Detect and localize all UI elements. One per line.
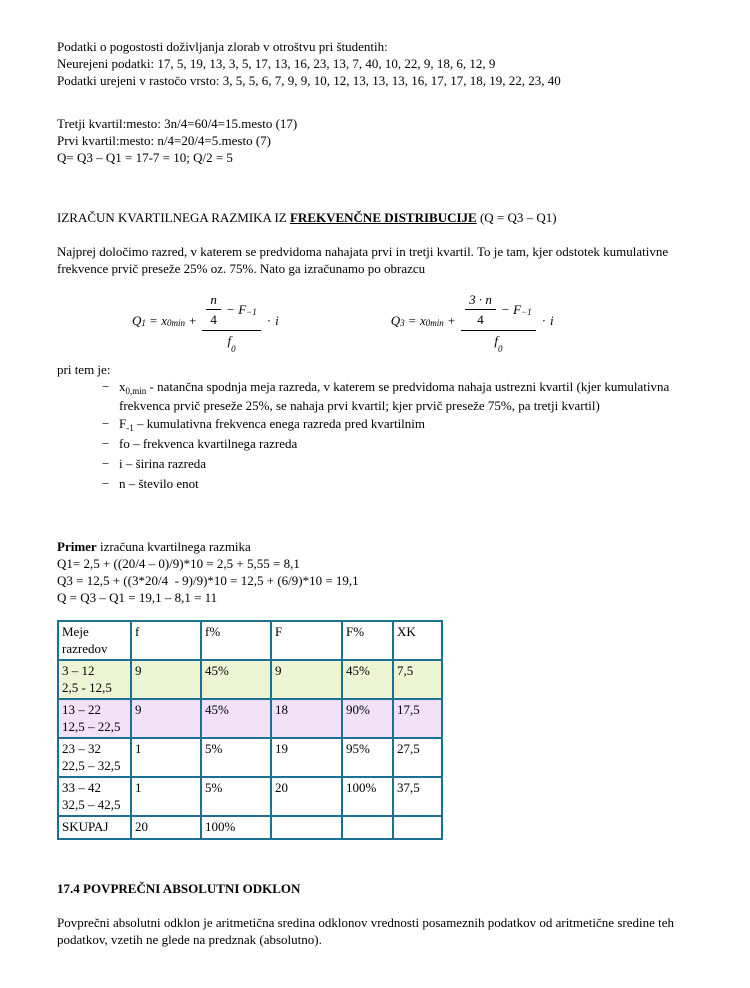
q3-subscript: 3 [400,318,405,329]
section-title-prefix: IZRAČUN KVARTILNEGA RAZMIKA IZ [57,210,290,225]
legend-item-F [102,415,693,434]
col-header-xk: XK [393,621,442,660]
q1-numerator [202,291,260,331]
table-row [58,660,442,699]
table-row [58,738,442,777]
minus-sign: − [501,302,510,317]
col-header-F: F [271,621,342,660]
q1-fraction [202,291,260,354]
spacer [57,897,693,914]
cell-F-pct [342,816,393,839]
section-title-suffix: (Q = Q3 – Q1) [476,210,557,225]
q1-inner-fraction [206,291,221,328]
cell-F-pct: 90% [342,699,393,738]
example-title-bold: Primer [57,538,97,554]
legend-symbol: i [119,455,123,471]
q3-denominator [494,331,503,354]
cell-f-pct: 5% [201,777,271,816]
q3-numerator [461,291,536,331]
legend-text: – kumulativna frekvenca enega razreda pred kvartilnim [133,415,426,431]
col-header-F-pct: F% [342,621,393,660]
table-row [58,699,442,738]
cumulative-F-symbol: F [238,302,247,317]
x-symbol: x [161,313,168,329]
quartile-range-line: Q= Q3 – Q1 = 17-7 = 10; Q/2 = 5 [57,150,233,165]
plus-sign: + [189,313,197,329]
intro-line-1: Podatki o pogostosti doživljanja zlorab v otroštvu pri študentih: [57,39,388,54]
legend-item-x0min [102,378,693,414]
cell-F-pct: 100% [342,777,393,816]
col-header-f-pct: f% [201,621,271,660]
intro-paragraph: Najprej določimo razred, v katerem se predvidoma nahajata prvi in tretji kvartil. To je tam, kjer odstotek kumulativne frekvence prvič preseže 25% oz. 75%. Nato ga izračunamo po obrazcu [57,244,669,276]
inner-numerator: 3 · n [465,291,496,310]
F-subscript: −1 [521,307,532,317]
legend-text: - natančna spodnja meja razreda, v katerem se predvidoma nahaja ustrezni kvartil (kjer kumulativna frekvenca prvič preseže 25%, se nahaja prvi kvartil; kjer prvič preseže 75%, pa tretji kvartil) [119,378,670,413]
spacer [57,89,693,115]
spacer [57,521,693,538]
example-q1-line: Q1= 2,5 + ((20/4 – 0)/9)*10 = 2,5 + 5,55 = 8,1 [57,555,300,571]
table-row [58,777,442,816]
cell-range: 13 – 22 12,5 – 22,5 [58,699,131,738]
inner-denominator: 4 [210,312,217,327]
cell-range: 3 – 12 2,5 - 12,5 [58,660,131,699]
cell-F: 19 [271,738,342,777]
legend-list [102,378,693,494]
spacer [57,192,693,209]
formula-row [132,291,693,354]
plus-sign: + [447,313,456,329]
cell-f-pct: 45% [201,699,271,738]
x-subscript: 0min [425,318,444,329]
f-subscript: 0 [497,343,503,354]
cell-f: 9 [131,660,201,699]
cell-f-pct: 45% [201,660,271,699]
cell-F [271,816,342,839]
cell-F: 9 [271,660,342,699]
cumulative-F-symbol: F [513,302,522,317]
section-title-emphasis: FREKVENČNE DISTRIBUCIJE [289,210,477,225]
col-header-f: f [131,621,201,660]
example-q3-line: Q3 = 12,5 + ((3*20/4 - 9)/9)*10 = 12,5 + (6/9)*10 = 19,1 [57,572,359,588]
cell-range: SKUPAJ [58,816,131,839]
cell-f: 1 [131,738,201,777]
f-symbol: f [494,333,498,348]
example-block [57,538,693,606]
legend-intro: pri tem je: [57,361,111,377]
cell-F-pct: 95% [342,738,393,777]
cell-f: 20 [131,816,201,839]
intro-line-sorted-data: Podatki urejeni v rastočo vrsto: 3, 5, 5, 6, 7, 9, 9, 10, 12, 13, 13, 13, 16, 17, 17, 18, 19, 22, 23, 40 [57,73,561,88]
equals-sign: = [408,313,416,329]
inner-numerator: n [206,291,221,310]
inner-denominator: 4 [477,312,484,327]
legend-item-i [102,455,693,474]
q3-symbol: Q [390,313,401,329]
spacer [57,226,693,243]
F-subscript: −1 [246,307,257,317]
bullet-dash: − [102,455,110,471]
q3-inner-fraction [465,291,496,328]
legend-text: – frekvenca kvartilnega razreda [129,435,298,451]
table-total-row [58,816,442,839]
equals-sign: = [149,313,158,329]
intro-block [57,38,693,89]
q1-denominator [227,331,236,354]
cell-f: 1 [131,777,201,816]
example-title-rest: izračuna kvartilnega razmika [96,538,251,554]
example-q-line: Q = Q3 – Q1 = 19,1 – 8,1 = 11 [57,589,218,605]
legend-symbol-subscript: 0,min [125,385,147,396]
cell-f: 9 [131,699,201,738]
legend-symbol: F [119,415,127,431]
i-symbol: i [550,313,554,329]
section-17-4-heading: 17.4 POVPREČNI ABSOLUTNI ODKLON [57,880,301,896]
legend-text: – širina razreda [122,455,206,471]
cell-xk: 37,5 [393,777,442,816]
multiply-dot: · [266,313,272,329]
cell-F: 18 [271,699,342,738]
q1-symbol: Q [132,313,142,329]
intro-line-unsorted-data: Neurejeni podatki: 17, 5, 19, 13, 3, 5, 17, 13, 16, 23, 13, 7, 40, 10, 22, 9, 18, 6, 12, 9 [57,56,496,71]
legend-symbol: x [119,378,126,394]
quartile-calculation-block [57,115,693,166]
legend-item-fo [102,435,693,454]
spacer [57,495,693,521]
cell-f-pct: 5% [201,738,271,777]
x-symbol: x [419,313,426,329]
f-subscript: 0 [231,343,236,354]
section-title [57,209,693,226]
bullet-dash: − [102,378,110,394]
legend-item-n [102,475,693,494]
col-header-meje-razredov: Meje razredov [58,621,131,660]
third-quartile-line: Tretji kvartil:mesto: 3n/4=60/4=15.mesto (17) [57,116,298,131]
legend-symbol: n [119,475,126,491]
legend-symbol-subscript: -1 [126,422,134,433]
cell-f-pct: 100% [201,816,271,839]
bullet-dash: − [102,435,110,451]
i-symbol: i [275,313,279,329]
bullet-dash: − [102,415,110,431]
multiply-dot: · [541,313,547,329]
formula-q3 [390,291,554,354]
spacer [57,840,693,880]
f-symbol: f [227,333,232,348]
q1-subscript: 1 [141,318,146,329]
cell-F-pct: 45% [342,660,393,699]
section-17-4-paragraph: Povprečni absolutni odklon je aritmetična sredina odklonov vrednosti posameznih podatkov od aritmetične sredine teh podatkov, vzetih ne glede na predznak (absolutno). [57,914,674,947]
spacer [57,166,693,192]
legend-text: – število enot [125,475,199,491]
q3-fraction [461,291,536,354]
frequency-distribution-table [57,620,443,840]
table-header-row [58,621,442,660]
cell-xk: 17,5 [393,699,442,738]
bullet-dash: − [102,475,110,491]
formula-q1 [132,291,279,354]
legend-symbol: fo [119,435,130,451]
cell-F: 20 [271,777,342,816]
example-title [57,538,693,555]
cell-xk [393,816,442,839]
cell-xk: 7,5 [393,660,442,699]
cell-xk: 27,5 [393,738,442,777]
cell-range: 33 – 42 32,5 – 42,5 [58,777,131,816]
first-quartile-line: Prvi kvartil:mesto: n/4=20/4=5.mesto (7) [57,133,271,148]
x-subscript: 0min [167,318,186,329]
minus-sign: − [226,302,235,317]
cell-range: 23 – 32 22,5 – 32,5 [58,738,131,777]
